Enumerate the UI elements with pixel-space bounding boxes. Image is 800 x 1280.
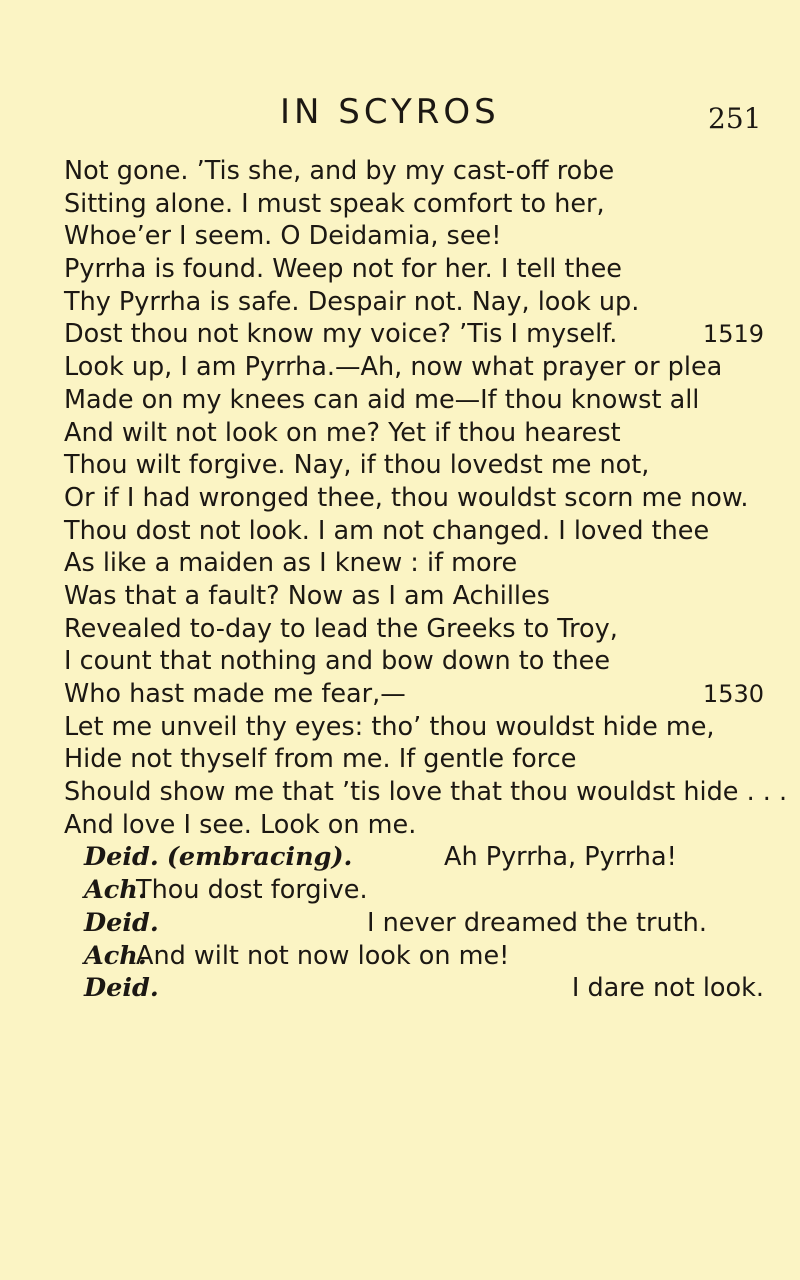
verse-line: [64, 645, 764, 678]
running-head: [0, 92, 800, 136]
page-number: 251: [708, 102, 762, 135]
verse-line: [64, 711, 764, 744]
verse-line-text: As like a maiden as I knew : if more: [64, 548, 518, 579]
dialogue-speech: And wilt not now look on me!: [136, 940, 510, 971]
verse-line: [64, 188, 764, 221]
dialogue-speech: I dare not look.: [571, 973, 764, 1004]
speaker-name: Deid.: [84, 973, 159, 1004]
verse-line: [64, 384, 764, 417]
verse-line-text: Sitting alone. I must speak comfort to her,: [64, 188, 605, 219]
speaker-label: [84, 972, 159, 1005]
verse-line-text: Hide not thyself from me. If gentle force: [64, 744, 577, 775]
speaker-label: [84, 907, 159, 940]
verse-line: [64, 449, 764, 482]
verse-line-text: Look up, I am Pyrrha.—Ah, now what prayer or plea: [64, 352, 723, 383]
verse-line: [64, 678, 764, 711]
verse-line-text: Let me unveil thy eyes: tho’ thou wouldst hide me,: [64, 711, 715, 742]
dialogue-line: [64, 972, 764, 1005]
speaker-name: Deid.: [84, 907, 159, 938]
speaker-label: [84, 841, 352, 874]
dialogue-speech: Ah Pyrrha, Pyrrha!: [444, 842, 677, 873]
speaker-name: Ach.: [84, 940, 147, 971]
verse-line: [64, 482, 764, 515]
verse-line: [64, 253, 764, 286]
verse-line-text: And wilt not look on me? Yet if thou hearest: [64, 417, 621, 448]
verse-line-text: Not gone. ’Tis she, and by my cast-off robe: [64, 156, 615, 186]
verse-line: [64, 515, 764, 548]
verse-line: [64, 318, 764, 351]
verse-line-text: Was that a fault? Now as I am Achilles: [64, 580, 550, 611]
speaker-name: Deid.: [84, 842, 159, 873]
verse-line: [64, 351, 764, 384]
verse-line: [64, 743, 764, 776]
verse-line-text: Or if I had wronged thee, thou wouldst scorn me now.: [64, 482, 749, 513]
line-number: 1519: [702, 320, 764, 349]
verse-line: [64, 220, 764, 253]
verse-line-text: Made on my knees can aid me—If thou knowst all: [64, 384, 700, 415]
dialogue-line: [64, 874, 764, 907]
verse-line: [64, 580, 764, 613]
verse-line: [64, 417, 764, 450]
verse-line-text: And love I see. Look on me.: [64, 809, 417, 840]
verse-line-text: Should show me that ’tis love that thou wouldst hide . . .: [64, 777, 788, 808]
dialogue-line: [64, 907, 764, 940]
dialogue-line: [64, 841, 764, 874]
verse-line-text: Who hast made me fear,—: [64, 679, 406, 709]
verse-line-text: Thou wilt forgive. Nay, if thou lovedst me not,: [64, 450, 650, 481]
dialogue-speech: I never dreamed the truth.: [367, 907, 707, 938]
verse-line-text: Dost thou not know my voice? ’Tis I myself.: [64, 319, 618, 350]
verse-line-text: Thou dost not look. I am not changed. I loved thee: [64, 515, 710, 546]
verse-line: [64, 155, 764, 188]
verse-line-text: Revealed to-day to lead the Greeks to Troy,: [64, 613, 618, 644]
dialogue-speech: Thou dost forgive.: [136, 875, 368, 906]
verse-line: [64, 286, 764, 319]
verse-line: [64, 776, 788, 809]
running-title: IN SCYROS: [280, 92, 500, 132]
verse-line-text: Whoe’er I seem. O Deidamia, see!: [64, 221, 502, 252]
verse-line-text: I count that nothing and bow down to thee: [64, 646, 611, 677]
verse-line-text: Pyrrha is found. Weep not for her. I tell thee: [64, 254, 622, 285]
verse-line: [64, 809, 764, 842]
line-number: 1530: [702, 680, 764, 708]
verse-line-text: Thy Pyrrha is safe. Despair not. Nay, look up.: [64, 286, 640, 317]
dialogue-line: [64, 940, 764, 973]
verse-block: [64, 155, 788, 1005]
stage-direction: (embracing).: [166, 842, 353, 873]
speaker-name: Ach.: [84, 875, 147, 906]
verse-line: [64, 547, 764, 580]
verse-line: [64, 613, 764, 646]
